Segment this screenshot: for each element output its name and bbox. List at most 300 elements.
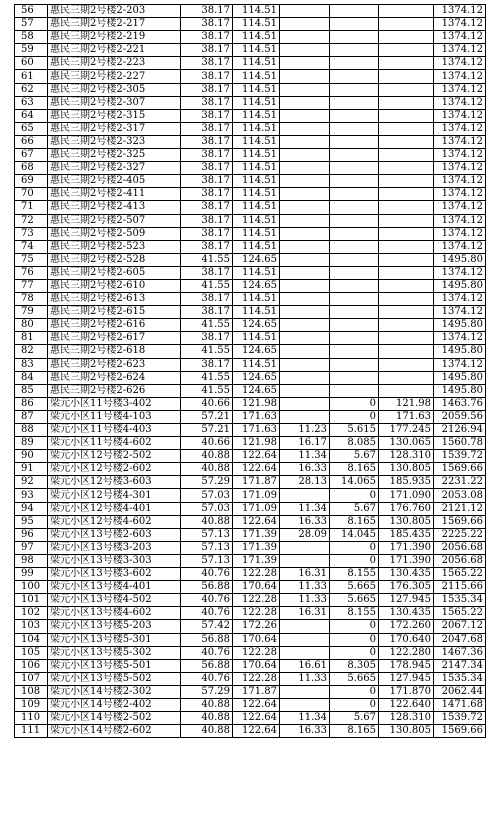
extra-amount-cell: 5.67 [330,450,379,463]
row-number-cell: 65 [15,122,48,135]
table-body [15,5,486,738]
extra-amount-cell: 8.155 [330,607,379,620]
subtotal-cell: 176.305 [379,581,434,594]
subtotal-cell: 176.760 [379,502,434,515]
extra-amount-cell [330,214,379,227]
extra-amount-cell [330,57,379,70]
annual-total-cell: 2231.22 [434,476,486,489]
row-number-cell: 63 [15,96,48,109]
table-row [15,659,486,672]
table-row [15,371,486,384]
extra-amount-cell [330,227,379,240]
area-cell: 38.17 [181,266,233,279]
extra-amount-cell [330,201,379,214]
subtotal-cell [379,319,434,332]
table-row [15,57,486,70]
row-number-cell: 77 [15,279,48,292]
building-unit-cell: 惠民三期2号楼2-616 [48,319,181,332]
row-number-cell: 85 [15,384,48,397]
extra-amount-cell: 8.165 [330,515,379,528]
extra-area-cell [280,306,330,319]
area-cell: 38.17 [181,18,233,31]
area-cell: 40.88 [181,698,233,711]
subtotal-cell: 127.945 [379,672,434,685]
subtotal-cell [379,96,434,109]
row-number-cell: 92 [15,476,48,489]
area-cell: 41.55 [181,253,233,266]
annual-total-cell: 1374.12 [434,5,486,18]
extra-area-cell [280,319,330,332]
extra-amount-cell: 0 [330,620,379,633]
building-unit-cell: 惠民三期2号楼2-307 [48,96,181,109]
annual-total-cell: 2059.56 [434,410,486,423]
row-number-cell: 58 [15,31,48,44]
extra-amount-cell: 0 [330,554,379,567]
amount-cell: 114.51 [233,18,280,31]
building-unit-cell: 梁元小区12号楼3-603 [48,476,181,489]
annual-total-cell: 1374.12 [434,306,486,319]
subtotal-cell: 130.805 [379,463,434,476]
extra-area-cell [280,18,330,31]
extra-amount-cell [330,188,379,201]
row-number-cell: 67 [15,149,48,162]
extra-amount-cell [330,18,379,31]
annual-total-cell: 1495.80 [434,345,486,358]
row-number-cell: 110 [15,712,48,725]
area-cell: 57.13 [181,541,233,554]
subtotal-cell: 122.640 [379,698,434,711]
building-unit-cell: 梁元小区14号楼2-602 [48,725,181,738]
row-number-cell: 83 [15,358,48,371]
annual-total-cell: 2126.94 [434,424,486,437]
area-cell: 56.88 [181,581,233,594]
row-number-cell: 99 [15,568,48,581]
annual-total-cell: 1569.66 [434,725,486,738]
extra-area-cell [280,620,330,633]
annual-total-cell: 1374.12 [434,332,486,345]
row-number-cell: 70 [15,188,48,201]
area-cell: 57.13 [181,554,233,567]
extra-amount-cell [330,31,379,44]
amount-cell: 171.39 [233,554,280,567]
subtotal-cell: 185.935 [379,476,434,489]
subtotal-cell: 171.63 [379,410,434,423]
extra-amount-cell: 0 [330,489,379,502]
subtotal-cell [379,162,434,175]
row-number-cell: 79 [15,306,48,319]
building-unit-cell: 惠民三期2号楼2-610 [48,279,181,292]
area-cell: 40.88 [181,725,233,738]
extra-amount-cell: 14.045 [330,528,379,541]
area-cell: 38.17 [181,214,233,227]
table-row [15,18,486,31]
extra-area-cell [280,541,330,554]
building-unit-cell: 惠民三期2号楼2-411 [48,188,181,201]
amount-cell: 122.64 [233,450,280,463]
building-unit-cell: 梁元小区13号楼5-302 [48,646,181,659]
table-row [15,293,486,306]
extra-area-cell: 11.23 [280,424,330,437]
amount-cell: 121.98 [233,437,280,450]
building-unit-cell: 惠民三期2号楼2-203 [48,5,181,18]
building-unit-cell: 惠民三期2号楼2-605 [48,266,181,279]
extra-area-cell: 28.09 [280,528,330,541]
table-row [15,332,486,345]
row-number-cell: 103 [15,620,48,633]
subtotal-cell: 121.98 [379,397,434,410]
amount-cell: 114.51 [233,227,280,240]
extra-area-cell [280,410,330,423]
row-number-cell: 106 [15,659,48,672]
table-row [15,306,486,319]
building-unit-cell: 梁元小区12号楼2-502 [48,450,181,463]
amount-cell: 114.51 [233,306,280,319]
extra-area-cell: 28.13 [280,476,330,489]
building-unit-cell: 惠民三期2号楼2-219 [48,31,181,44]
amount-cell: 171.87 [233,476,280,489]
table-row [15,594,486,607]
row-number-cell: 96 [15,528,48,541]
building-unit-cell: 梁元小区11号楼4-602 [48,437,181,450]
row-number-cell: 111 [15,725,48,738]
amount-cell: 172.26 [233,620,280,633]
extra-amount-cell: 5.665 [330,594,379,607]
amount-cell: 171.09 [233,489,280,502]
amount-cell: 124.65 [233,279,280,292]
subtotal-cell [379,279,434,292]
annual-total-cell: 1374.12 [434,44,486,57]
amount-cell: 114.51 [233,201,280,214]
extra-area-cell: 16.61 [280,659,330,672]
extra-area-cell: 11.33 [280,581,330,594]
extra-area-cell [280,384,330,397]
amount-cell: 114.51 [233,149,280,162]
subtotal-cell [379,5,434,18]
amount-cell: 124.65 [233,371,280,384]
area-cell: 38.17 [181,96,233,109]
extra-amount-cell [330,306,379,319]
row-number-cell: 105 [15,646,48,659]
annual-total-cell: 1565.22 [434,607,486,620]
table-row [15,489,486,502]
building-unit-cell: 惠民三期2号楼2-305 [48,83,181,96]
area-cell: 57.42 [181,620,233,633]
row-number-cell: 91 [15,463,48,476]
table-row [15,96,486,109]
extra-amount-cell: 8.085 [330,437,379,450]
extra-amount-cell [330,293,379,306]
table-row [15,345,486,358]
extra-area-cell [280,293,330,306]
row-number-cell: 61 [15,70,48,83]
building-unit-cell: 惠民三期2号楼2-528 [48,253,181,266]
annual-total-cell: 2047.68 [434,633,486,646]
area-cell: 57.21 [181,410,233,423]
extra-area-cell [280,175,330,188]
extra-amount-cell [330,5,379,18]
amount-cell: 114.51 [233,266,280,279]
table-row [15,541,486,554]
building-unit-cell: 梁元小区12号楼4-602 [48,515,181,528]
extra-area-cell [280,5,330,18]
area-cell: 57.21 [181,424,233,437]
area-cell: 38.17 [181,227,233,240]
table-row [15,135,486,148]
row-number-cell: 100 [15,581,48,594]
row-number-cell: 69 [15,175,48,188]
extra-area-cell [280,70,330,83]
annual-total-cell: 1471.68 [434,698,486,711]
subtotal-cell: 130.805 [379,725,434,738]
row-number-cell: 72 [15,214,48,227]
extra-amount-cell: 0 [330,410,379,423]
table-row [15,712,486,725]
extra-area-cell [280,554,330,567]
subtotal-cell [379,175,434,188]
subtotal-cell: 185.435 [379,528,434,541]
amount-cell: 114.51 [233,122,280,135]
row-number-cell: 89 [15,437,48,450]
area-cell: 41.55 [181,384,233,397]
area-cell: 38.17 [181,135,233,148]
subtotal-cell [379,122,434,135]
table-row [15,279,486,292]
annual-total-cell: 1374.12 [434,188,486,201]
extra-amount-cell [330,319,379,332]
building-unit-cell: 惠民三期2号楼2-413 [48,201,181,214]
annual-total-cell: 1569.66 [434,463,486,476]
extra-amount-cell: 5.665 [330,672,379,685]
extra-area-cell [280,371,330,384]
building-unit-cell: 惠民三期2号楼2-626 [48,384,181,397]
building-unit-cell: 梁元小区13号楼4-602 [48,607,181,620]
annual-total-cell: 1569.66 [434,515,486,528]
table-row [15,450,486,463]
subtotal-cell [379,384,434,397]
area-cell: 40.88 [181,515,233,528]
area-cell: 57.03 [181,489,233,502]
annual-total-cell: 1565.22 [434,568,486,581]
annual-total-cell: 1495.80 [434,384,486,397]
amount-cell: 122.64 [233,463,280,476]
amount-cell: 114.51 [233,214,280,227]
extra-area-cell: 16.33 [280,725,330,738]
area-cell: 38.17 [181,5,233,18]
extra-area-cell [280,109,330,122]
building-unit-cell: 梁元小区12号楼4-301 [48,489,181,502]
extra-amount-cell: 5.615 [330,424,379,437]
annual-total-cell: 1463.76 [434,397,486,410]
extra-area-cell [280,489,330,502]
area-cell: 38.17 [181,201,233,214]
annual-total-cell: 1535.34 [434,594,486,607]
area-cell: 57.29 [181,476,233,489]
row-number-cell: 108 [15,685,48,698]
amount-cell: 122.64 [233,712,280,725]
row-number-cell: 60 [15,57,48,70]
annual-total-cell: 1495.80 [434,253,486,266]
area-cell: 40.76 [181,568,233,581]
building-unit-cell: 梁元小区13号楼4-401 [48,581,181,594]
amount-cell: 122.28 [233,594,280,607]
extra-amount-cell [330,70,379,83]
building-unit-cell: 惠民三期2号楼2-223 [48,57,181,70]
table-row [15,149,486,162]
building-unit-cell: 梁元小区11号楼4-403 [48,424,181,437]
building-unit-cell: 梁元小区13号楼5-501 [48,659,181,672]
table-row [15,227,486,240]
annual-total-cell: 2067.12 [434,620,486,633]
amount-cell: 114.51 [233,70,280,83]
table-row [15,188,486,201]
extra-amount-cell [330,384,379,397]
area-cell: 40.88 [181,450,233,463]
annual-total-cell: 1374.12 [434,293,486,306]
building-unit-cell: 惠民三期2号楼2-617 [48,332,181,345]
subtotal-cell: 130.065 [379,437,434,450]
extra-amount-cell: 0 [330,397,379,410]
amount-cell: 114.51 [233,358,280,371]
row-number-cell: 59 [15,44,48,57]
extra-amount-cell [330,162,379,175]
area-cell: 57.29 [181,685,233,698]
area-cell: 38.17 [181,332,233,345]
table-row [15,162,486,175]
table-row [15,410,486,423]
amount-cell: 170.64 [233,581,280,594]
area-cell: 40.66 [181,397,233,410]
annual-total-cell: 2056.68 [434,541,486,554]
building-unit-cell: 梁元小区13号楼3-303 [48,554,181,567]
subtotal-cell: 127.945 [379,594,434,607]
row-number-cell: 102 [15,607,48,620]
row-number-cell: 107 [15,672,48,685]
extra-area-cell [280,646,330,659]
area-cell: 41.55 [181,345,233,358]
extra-amount-cell [330,358,379,371]
extra-amount-cell: 14.065 [330,476,379,489]
building-unit-cell: 惠民三期2号楼2-618 [48,345,181,358]
table-row [15,122,486,135]
table-row [15,502,486,515]
amount-cell: 114.51 [233,109,280,122]
annual-total-cell: 1374.12 [434,70,486,83]
area-cell: 40.76 [181,672,233,685]
annual-total-cell: 1539.72 [434,712,486,725]
extra-amount-cell [330,96,379,109]
annual-total-cell: 1374.12 [434,266,486,279]
row-number-cell: 74 [15,240,48,253]
building-unit-cell: 惠民三期2号楼2-523 [48,240,181,253]
table-row [15,240,486,253]
building-unit-cell: 惠民三期2号楼2-317 [48,122,181,135]
subtotal-cell [379,332,434,345]
extra-amount-cell [330,44,379,57]
extra-amount-cell: 8.155 [330,568,379,581]
extra-amount-cell [330,175,379,188]
area-cell: 38.17 [181,122,233,135]
extra-amount-cell [330,253,379,266]
annual-total-cell: 1374.12 [434,57,486,70]
amount-cell: 122.64 [233,698,280,711]
row-number-cell: 94 [15,502,48,515]
table-row [15,633,486,646]
area-cell: 38.17 [181,149,233,162]
building-unit-cell: 惠民三期2号楼2-323 [48,135,181,148]
subtotal-cell: 128.310 [379,712,434,725]
amount-cell: 170.64 [233,633,280,646]
area-cell: 56.88 [181,659,233,672]
data-table [14,4,486,738]
building-unit-cell: 梁元小区14号楼2-302 [48,685,181,698]
extra-amount-cell: 0 [330,698,379,711]
building-unit-cell: 梁元小区13号楼4-502 [48,594,181,607]
annual-total-cell: 2053.08 [434,489,486,502]
row-number-cell: 82 [15,345,48,358]
annual-total-cell: 1374.12 [434,18,486,31]
amount-cell: 114.51 [233,162,280,175]
row-number-cell: 90 [15,450,48,463]
area-cell: 38.17 [181,175,233,188]
annual-total-cell: 1374.12 [434,240,486,253]
amount-cell: 124.65 [233,384,280,397]
subtotal-cell [379,371,434,384]
building-unit-cell: 梁元小区13号楼5-203 [48,620,181,633]
table-row [15,201,486,214]
subtotal-cell [379,253,434,266]
extra-area-cell: 16.31 [280,568,330,581]
area-cell: 41.55 [181,319,233,332]
annual-total-cell: 1560.78 [434,437,486,450]
table-row [15,319,486,332]
annual-total-cell: 1374.12 [434,175,486,188]
row-number-cell: 75 [15,253,48,266]
subtotal-cell [379,149,434,162]
table-row [15,672,486,685]
amount-cell: 171.39 [233,528,280,541]
subtotal-cell [379,135,434,148]
building-unit-cell: 惠民三期2号楼2-613 [48,293,181,306]
extra-amount-cell [330,345,379,358]
amount-cell: 124.65 [233,319,280,332]
extra-area-cell [280,253,330,266]
subtotal-cell [379,227,434,240]
area-cell: 38.17 [181,293,233,306]
amount-cell: 114.51 [233,57,280,70]
row-number-cell: 104 [15,633,48,646]
amount-cell: 121.98 [233,397,280,410]
annual-total-cell: 1374.12 [434,83,486,96]
extra-area-cell [280,135,330,148]
table-row [15,70,486,83]
area-cell: 41.55 [181,371,233,384]
subtotal-cell: 130.435 [379,607,434,620]
table-row [15,31,486,44]
table-row [15,397,486,410]
amount-cell: 114.51 [233,5,280,18]
building-unit-cell: 惠民三期2号楼2-623 [48,358,181,371]
amount-cell: 122.28 [233,672,280,685]
annual-total-cell: 2225.22 [434,528,486,541]
building-unit-cell: 梁元小区14号楼2-502 [48,712,181,725]
table-row [15,44,486,57]
extra-area-cell [280,698,330,711]
subtotal-cell [379,44,434,57]
subtotal-cell: 171.090 [379,489,434,502]
area-cell: 41.55 [181,279,233,292]
row-number-cell: 57 [15,18,48,31]
table-row [15,646,486,659]
